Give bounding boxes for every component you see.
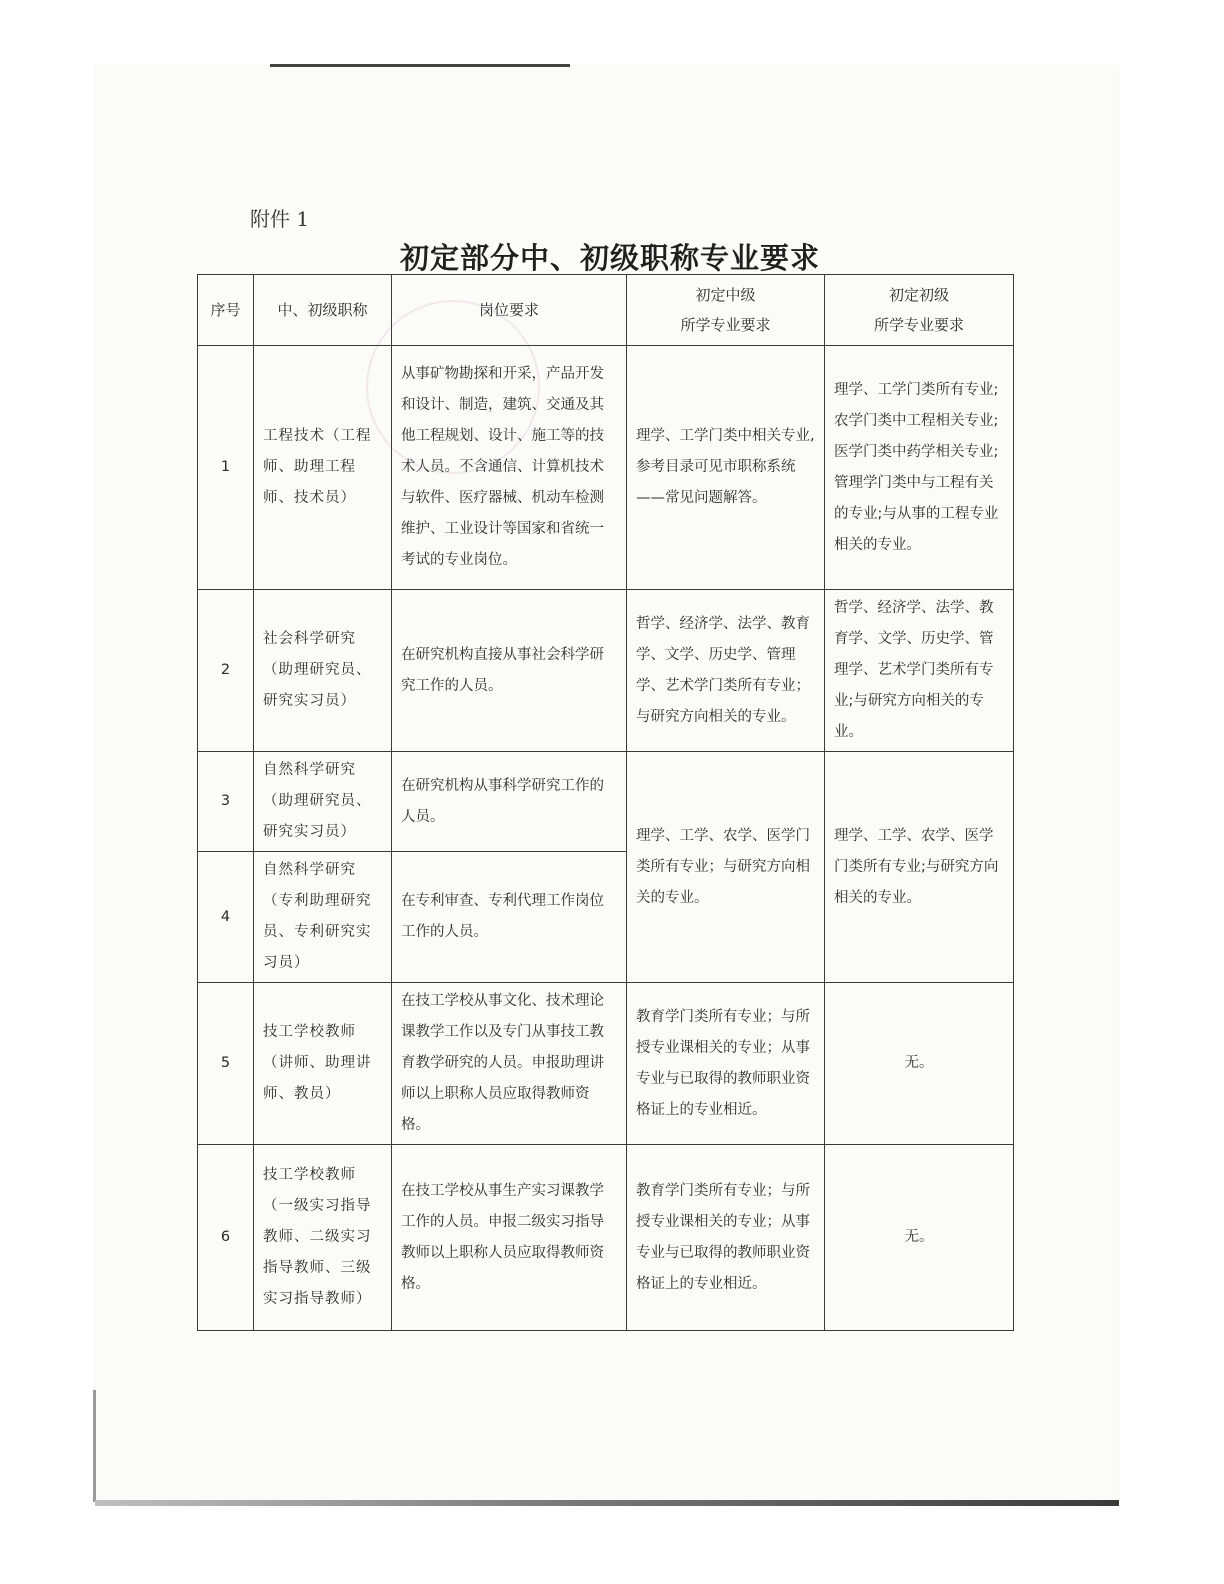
header-junior-line1: 初定初级 — [888, 286, 949, 304]
row-junior: 理学、工学门类所有专业;农学门类中工程相关专业;医学门类中药学相关专业;管理学门类中与工程有关的专业;与从事的工程专业相关的专业。 — [825, 346, 1014, 590]
merged-intermediate: 理学、工学、农学、医学门类所有专业；与研究方向相关的专业。 — [627, 752, 825, 983]
row-title: 工程技术（工程师、助理工程师、技术员） — [254, 346, 392, 590]
row-title: 自然科学研究（专利助理研究员、专利研究实习员） — [254, 852, 392, 983]
row-intermediate: 理学、工学门类中相关专业,参考目录可见市职称系统——常见问题解答。 — [627, 346, 825, 590]
table-row — [198, 346, 1014, 590]
header-junior — [825, 275, 1014, 346]
header-title: 中、初级职称 — [254, 275, 392, 346]
table-header-row — [198, 275, 1014, 346]
row-title: 技工学校教师（一级实习指导教师、二级实习指导教师、三级实习指导教师） — [254, 1145, 392, 1331]
row-post: 从事矿物勘探和开采，产品开发和设计、制造，建筑、交通及其他工程规划、设计、施工等的技术人员。不含通信、计算机技术与软件、医疗器械、机动车检测维护、工业设计等国家和省统一考试的专业岗位。 — [392, 346, 627, 590]
row-intermediate: 哲学、经济学、法学、教育学、文学、历史学、管理学、艺术学门类所有专业；与研究方向相关的专业。 — [627, 590, 825, 752]
paper-top-shadow — [270, 64, 570, 67]
row-intermediate: 教育学门类所有专业；与所授专业课相关的专业；从事专业与已取得的教师职业资格证上的专业相近。 — [627, 1145, 825, 1331]
row-post: 在研究机构从事科学研究工作的人员。 — [392, 752, 627, 852]
header-index: 序号 — [198, 275, 254, 346]
table-row — [198, 590, 1014, 752]
header-intermediate-line1: 初定中级 — [695, 286, 756, 304]
table-row — [198, 752, 1014, 852]
header-post: 岗位要求 — [392, 275, 627, 346]
row-title: 社会科学研究（助理研究员、研究实习员） — [254, 590, 392, 752]
row-junior: 无。 — [825, 983, 1014, 1145]
requirements-table — [197, 274, 1014, 1331]
row-index: 3 — [198, 752, 254, 852]
document-title: 初定部分中、初级职称专业要求 — [399, 241, 820, 275]
header-intermediate — [627, 275, 825, 346]
row-index: 4 — [198, 852, 254, 983]
merged-junior: 理学、工学、农学、医学门类所有专业;与研究方向相关的专业。 — [825, 752, 1014, 983]
table-row — [198, 983, 1014, 1145]
row-junior: 无。 — [825, 1145, 1014, 1331]
row-junior: 哲学、经济学、法学、教育学、文学、历史学、管理学、艺术学门类所有专业;与研究方向相关的专业。 — [825, 590, 1014, 752]
row-intermediate: 教育学门类所有专业；与所授专业课相关的专业；从事专业与已取得的教师职业资格证上的专业相近。 — [627, 983, 825, 1145]
row-post: 在技工学校从事文化、技术理论课教学工作以及专门从事技工教育教学研究的人员。申报助理讲师以上职称人员应取得教师资格。 — [392, 983, 627, 1145]
row-index: 1 — [198, 346, 254, 590]
row-post: 在研究机构直接从事社会科学研究工作的人员。 — [392, 590, 627, 752]
row-index: 2 — [198, 590, 254, 752]
table-row — [198, 1145, 1014, 1331]
paper-left-shadow — [93, 1390, 96, 1502]
row-post: 在技工学校从事生产实习课教学工作的人员。申报二级实习指导教师以上职称人员应取得教师资格。 — [392, 1145, 627, 1331]
row-index: 6 — [198, 1145, 254, 1331]
paper-bottom-shadow — [95, 1500, 1119, 1506]
row-title: 自然科学研究（助理研究员、研究实习员） — [254, 752, 392, 852]
row-post: 在专利审查、专利代理工作岗位工作的人员。 — [392, 852, 627, 983]
header-junior-line2: 所学专业要求 — [873, 316, 964, 334]
row-index: 5 — [198, 983, 254, 1145]
header-intermediate-line2: 所学专业要求 — [680, 316, 771, 334]
row-title: 技工学校教师（讲师、助理讲师、教员） — [254, 983, 392, 1145]
attachment-label: 附件 1 — [250, 207, 310, 231]
